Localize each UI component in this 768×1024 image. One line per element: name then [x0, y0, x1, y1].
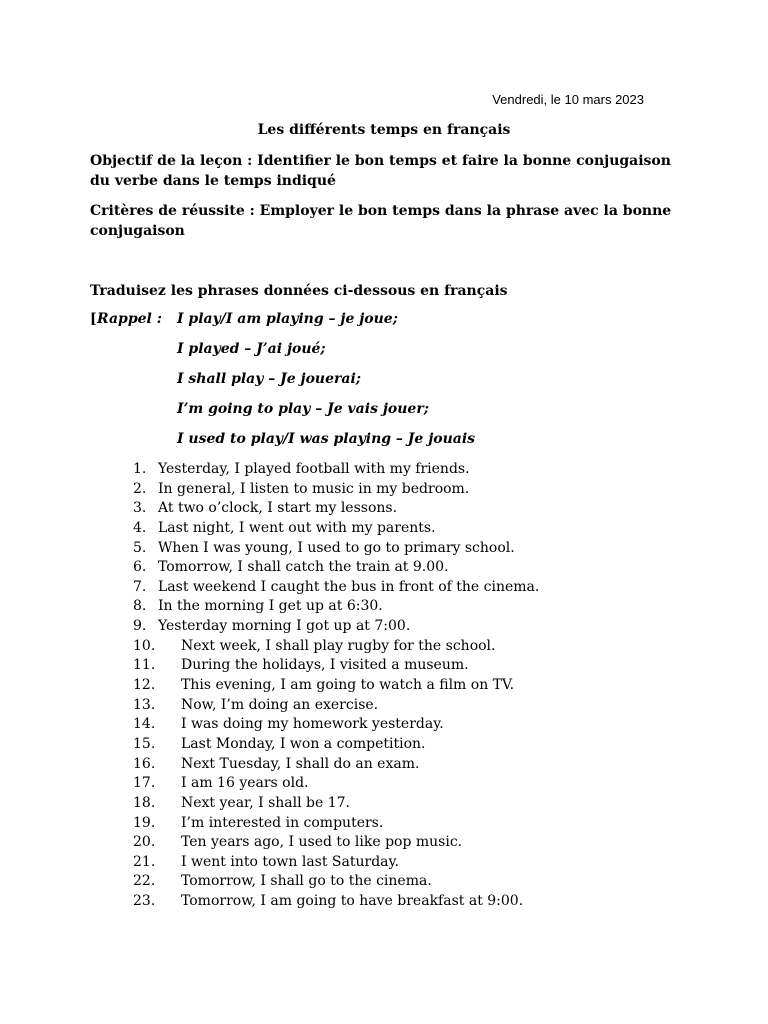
- list-item-text: I went into town last Saturday.: [181, 853, 400, 870]
- reminder-label: Rappel :: [97, 311, 162, 327]
- list-item-number: 20.: [133, 834, 156, 851]
- list-item-text: In general, I listen to music in my bedroom.: [158, 480, 470, 497]
- list-item-text: In the morning I get up at 6:30.: [158, 598, 383, 615]
- list-item-number: 15.: [133, 735, 156, 752]
- list-item-text: Yesterday morning I got up at 7:00.: [158, 618, 411, 635]
- list-item-number: 19.: [133, 814, 156, 831]
- document-title: Les différents temps en français: [257, 122, 511, 138]
- list-item-text: Ten years ago, I used to like pop music.: [181, 834, 463, 851]
- list-item-number: 7.: [133, 578, 147, 595]
- document-date: Vendredi, le 10 mars 2023: [492, 92, 644, 107]
- list-item-number: 13.: [133, 696, 156, 713]
- reminder-line: I used to play/I was playing – Je jouais: [177, 431, 476, 447]
- lesson-objective: Objectif de la leçon : Identifier le bon temps et faire la bonne conjugaison du verbe dans le temps indiqué: [90, 153, 671, 189]
- list-item-text: I was doing my homework yesterday.: [181, 716, 444, 733]
- list-item-text: Last night, I went out with my parents.: [158, 519, 436, 536]
- reminder-line: I shall play – Je jouerai;: [177, 371, 361, 387]
- list-item-text: Yesterday, I played football with my friends.: [158, 461, 470, 477]
- list-item-number: 10.: [133, 637, 156, 654]
- list-item-text: When I was young, I used to go to primary school.: [158, 539, 515, 556]
- list-item-text: Next Tuesday, I shall do an exam.: [181, 755, 420, 772]
- list-item-text: I’m interested in computers.: [181, 814, 384, 831]
- list-item-number: 17.: [133, 775, 156, 792]
- reminder-line: I play/I am playing – je joue;: [177, 311, 398, 327]
- list-item-number: 14.: [133, 716, 156, 733]
- list-item-text: Last Monday, I won a competition.: [181, 735, 426, 752]
- reminder-bracket: [: [90, 311, 97, 327]
- list-item-text: Tomorrow, I am going to have breakfast at 9:00.: [181, 893, 524, 910]
- list-item-number: 4.: [133, 519, 147, 536]
- list-item-text: Now, I’m doing an exercise.: [181, 696, 379, 713]
- list-item-text: Last weekend I caught the bus in front of the cinema.: [158, 578, 540, 595]
- list-item-number: 9.: [133, 618, 147, 635]
- reminder-line: I’m going to play – Je vais jouer;: [177, 401, 429, 417]
- list-item-number: 23.: [133, 893, 156, 910]
- list-item-number: 12.: [133, 677, 156, 694]
- reminder-line: I played – J’ai joué;: [177, 341, 326, 357]
- list-item-text: I am 16 years old.: [181, 775, 309, 792]
- success-criteria: Critères de réussite : Employer le bon temps dans la phrase avec la bonne conjugaison: [90, 203, 672, 239]
- list-item-number: 6.: [133, 559, 147, 576]
- list-item-number: 11.: [133, 657, 156, 674]
- list-item-text: During the holidays, I visited a museum.: [181, 657, 469, 674]
- list-item-number: 5.: [133, 539, 147, 556]
- instruction-heading: Traduisez les phrases données ci-dessous en français: [90, 283, 508, 299]
- list-item-number: 21.: [133, 853, 156, 870]
- list-item-text: This evening, I am going to watch a film on TV.: [181, 677, 515, 694]
- list-item-text: Next year, I shall be 17.: [181, 794, 350, 811]
- list-item-number: 1.: [133, 461, 147, 477]
- list-item-text: Next week, I shall play rugby for the school.: [181, 637, 496, 654]
- list-item-text: At two o’clock, I start my lessons.: [158, 500, 398, 517]
- list-item-number: 22.: [133, 873, 156, 890]
- list-item-text: Tomorrow, I shall catch the train at 9.00.: [158, 559, 449, 576]
- list-item-number: 3.: [133, 500, 147, 517]
- list-item-number: 16.: [133, 755, 156, 772]
- list-item-number: 8.: [133, 598, 147, 615]
- list-item-text: Tomorrow, I shall go to the cinema.: [181, 873, 432, 890]
- list-item-number: 18.: [133, 794, 156, 811]
- list-item-number: 2.: [133, 480, 147, 497]
